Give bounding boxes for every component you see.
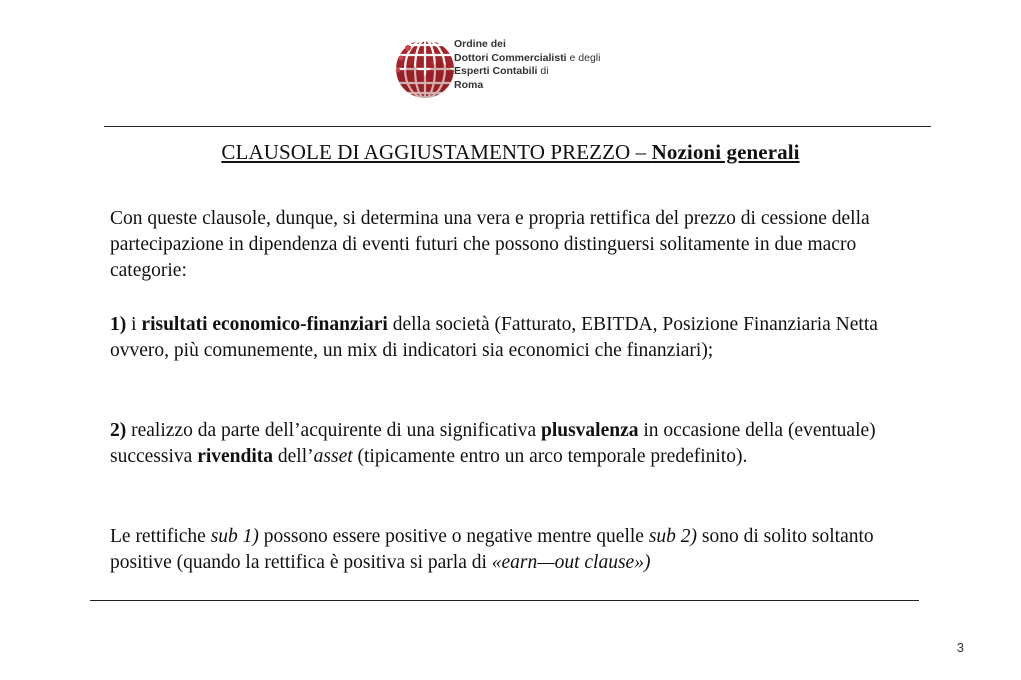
- logo-line-1: Ordine dei: [454, 38, 506, 50]
- closing-paragraph: Le rettifiche sub 1) possono essere positive o negative mentre quelle sub 2) sono di solito soltanto positive (quando la rettifica è positiva si parla di «earn—out clause»): [110, 526, 874, 573]
- logo-text: [454, 38, 600, 92]
- page-number: 3: [956, 640, 964, 655]
- globe-logo-icon: [392, 36, 458, 102]
- top-divider: [104, 126, 931, 127]
- intro-paragraph: Con queste clausole, dunque, si determina una vera e propria rettifica del prezzo di cessione della partecipazione in dipendenza di eventi futuri che possono distinguersi solitamente in due macro categorie:: [110, 208, 870, 281]
- logo-line-2: Dottori Commercialisti e degli: [454, 51, 601, 64]
- bottom-divider: [90, 600, 919, 601]
- page-title: CLAUSOLE DI AGGIUSTAMENTO PREZZO – Nozioni generali: [221, 140, 800, 164]
- point-2-paragraph: 2) realizzo da parte dell’acquirente di una significativa plusvalenza in occasione della (eventuale) successiva rivendita dell’asset (tipicamente entro un arco temporale predefinito).: [110, 420, 876, 467]
- logo: [392, 36, 652, 104]
- point-1-paragraph: 1) i risultati economico-finanziari della società (Fatturato, EBITDA, Posizione Finanziaria Netta ovvero, più comunemente, un mix di indicatori sia economici che finanziari);: [110, 314, 878, 361]
- logo-line-3: Esperti Contabili di: [454, 65, 549, 77]
- logo-line-4: Roma: [454, 78, 484, 91]
